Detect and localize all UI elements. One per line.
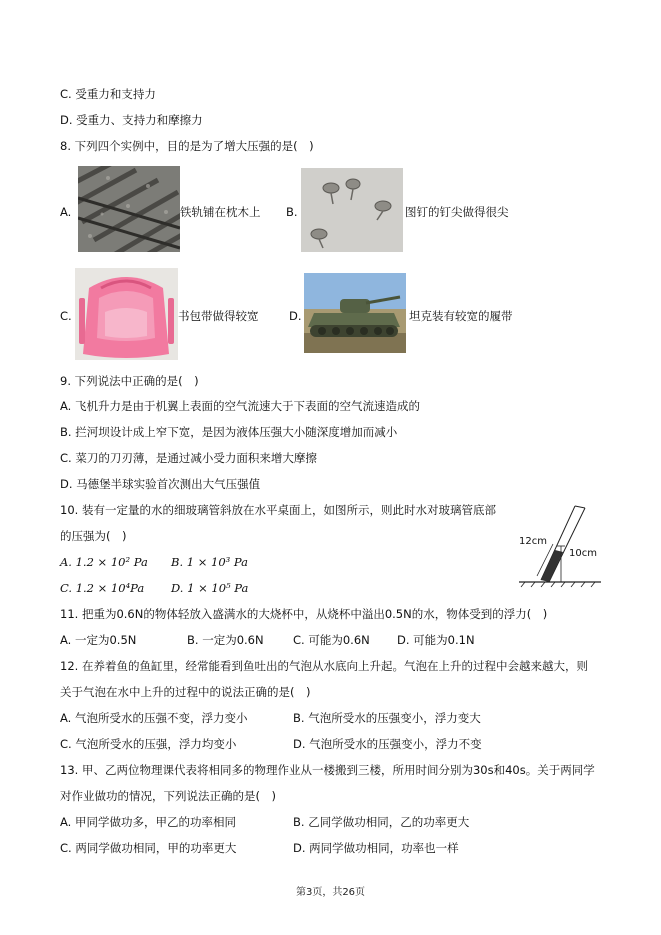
page-number-footer: 第3页，共26页 [295, 887, 366, 898]
q13-option-c: C. 两同学做功相同，甲的功率更大 [60, 841, 237, 855]
q9-stem: 9. 下列说法中正确的是( ) [60, 374, 199, 388]
q9-option-b: B. 拦河坝设计成上窄下宽，是因为液体压强大小随深度增加而减小 [60, 425, 398, 439]
q10-stem-line2: 的压强为( ) [60, 529, 127, 543]
tube-length-label: 12cm [519, 536, 547, 547]
q10-option-a: A. 1.2 × 10² Pa [60, 555, 148, 569]
q12-option-c: C. 气泡所受水的压强，浮力均变小 [60, 737, 237, 751]
q12-option-d: D. 气泡所受水的压强变小，浮力不变 [293, 737, 482, 751]
q8-c-text: 书包带做得较宽 [178, 309, 259, 323]
q13-option-b: B. 乙同学做功相同，乙的功率更大 [293, 815, 470, 829]
thumbtacks-image [301, 168, 403, 252]
tank-image [304, 273, 406, 353]
q13-stem-line1: 13. 甲、乙两位物理课代表将相同多的物理作业从一楼搬到三楼，所用时间分别为30s和40s。关于两同学 [60, 763, 595, 777]
q9-option-a: A. 飞机升力是由于机翼上表面的空气流速大于下表面的空气流速造成的 [60, 399, 420, 413]
q8-a-text: 铁轨铺在枕木上 [180, 205, 261, 219]
q12-stem-line2: 关于气泡在水中上升的过程中的说法正确的是( ) [60, 685, 311, 699]
q13-stem-line2: 对作业做功的情况，下列说法正确的是( ) [60, 789, 276, 803]
q13-option-a: A. 甲同学做功多，甲乙的功率相同 [60, 815, 236, 829]
q7-option-c: C. 受重力和支持力 [60, 87, 156, 101]
q9-option-d: D. 马德堡半球实验首次测出大气压强值 [60, 477, 261, 491]
q11-option-b: B. 一定为0.6N [187, 633, 264, 647]
q8-c-label: C. [60, 309, 72, 323]
q8-d-label: D. [289, 309, 302, 323]
q10-option-d: D. 1 × 10⁵ Pa [171, 581, 249, 595]
school-backpack-image [75, 268, 178, 360]
q9-option-c: C. 菜刀的刀刃薄，是通过减小受力面积来增大摩擦 [60, 451, 317, 465]
q8-d-text: 坦克装有较宽的履带 [409, 309, 513, 323]
q8-a-label: A. [60, 205, 72, 219]
q10-option-b: B. 1 × 10³ Pa [171, 555, 249, 569]
q10-stem-line1: 10. 装有一定量的水的细玻璃管斜放在水平桌面上，如图所示，则此时水对玻璃管底部 [60, 503, 496, 517]
q12-stem-line1: 12. 在养着鱼的鱼缸里，经常能看到鱼吐出的气泡从水底向上升起。气泡在上升的过程中会越来越大，则 [60, 659, 588, 673]
q12-option-b: B. 气泡所受水的压强变小，浮力变大 [293, 711, 481, 725]
q8-b-text: 图钉的钉尖做得很尖 [405, 205, 509, 219]
q11-option-d: D. 可能为0.1N [397, 633, 475, 647]
railway-track-image [78, 166, 180, 252]
q7-option-d: D. 受重力、支持力和摩擦力 [60, 113, 203, 127]
q8-b-label: B. [286, 205, 298, 219]
q10-option-c: C. 1.2 × 10⁴Pa [60, 581, 145, 595]
q11-option-a: A. 一定为0.5N [60, 633, 137, 647]
inclined-tube-figure [515, 502, 605, 588]
water-height-label: 10cm [569, 548, 597, 559]
q11-stem: 11. 把重为0.6N的物体轻放入盛满水的大烧杯中，从烧杯中溢出0.5N的水，物体受到的浮力( ) [60, 607, 548, 621]
q11-option-c: C. 可能为0.6N [293, 633, 370, 647]
q12-option-a: A. 气泡所受水的压强不变，浮力变小 [60, 711, 248, 725]
q13-option-d: D. 两同学做功相同，功率也一样 [293, 841, 459, 855]
q8-stem: 8. 下列四个实例中，目的是为了增大压强的是( ) [60, 139, 314, 153]
